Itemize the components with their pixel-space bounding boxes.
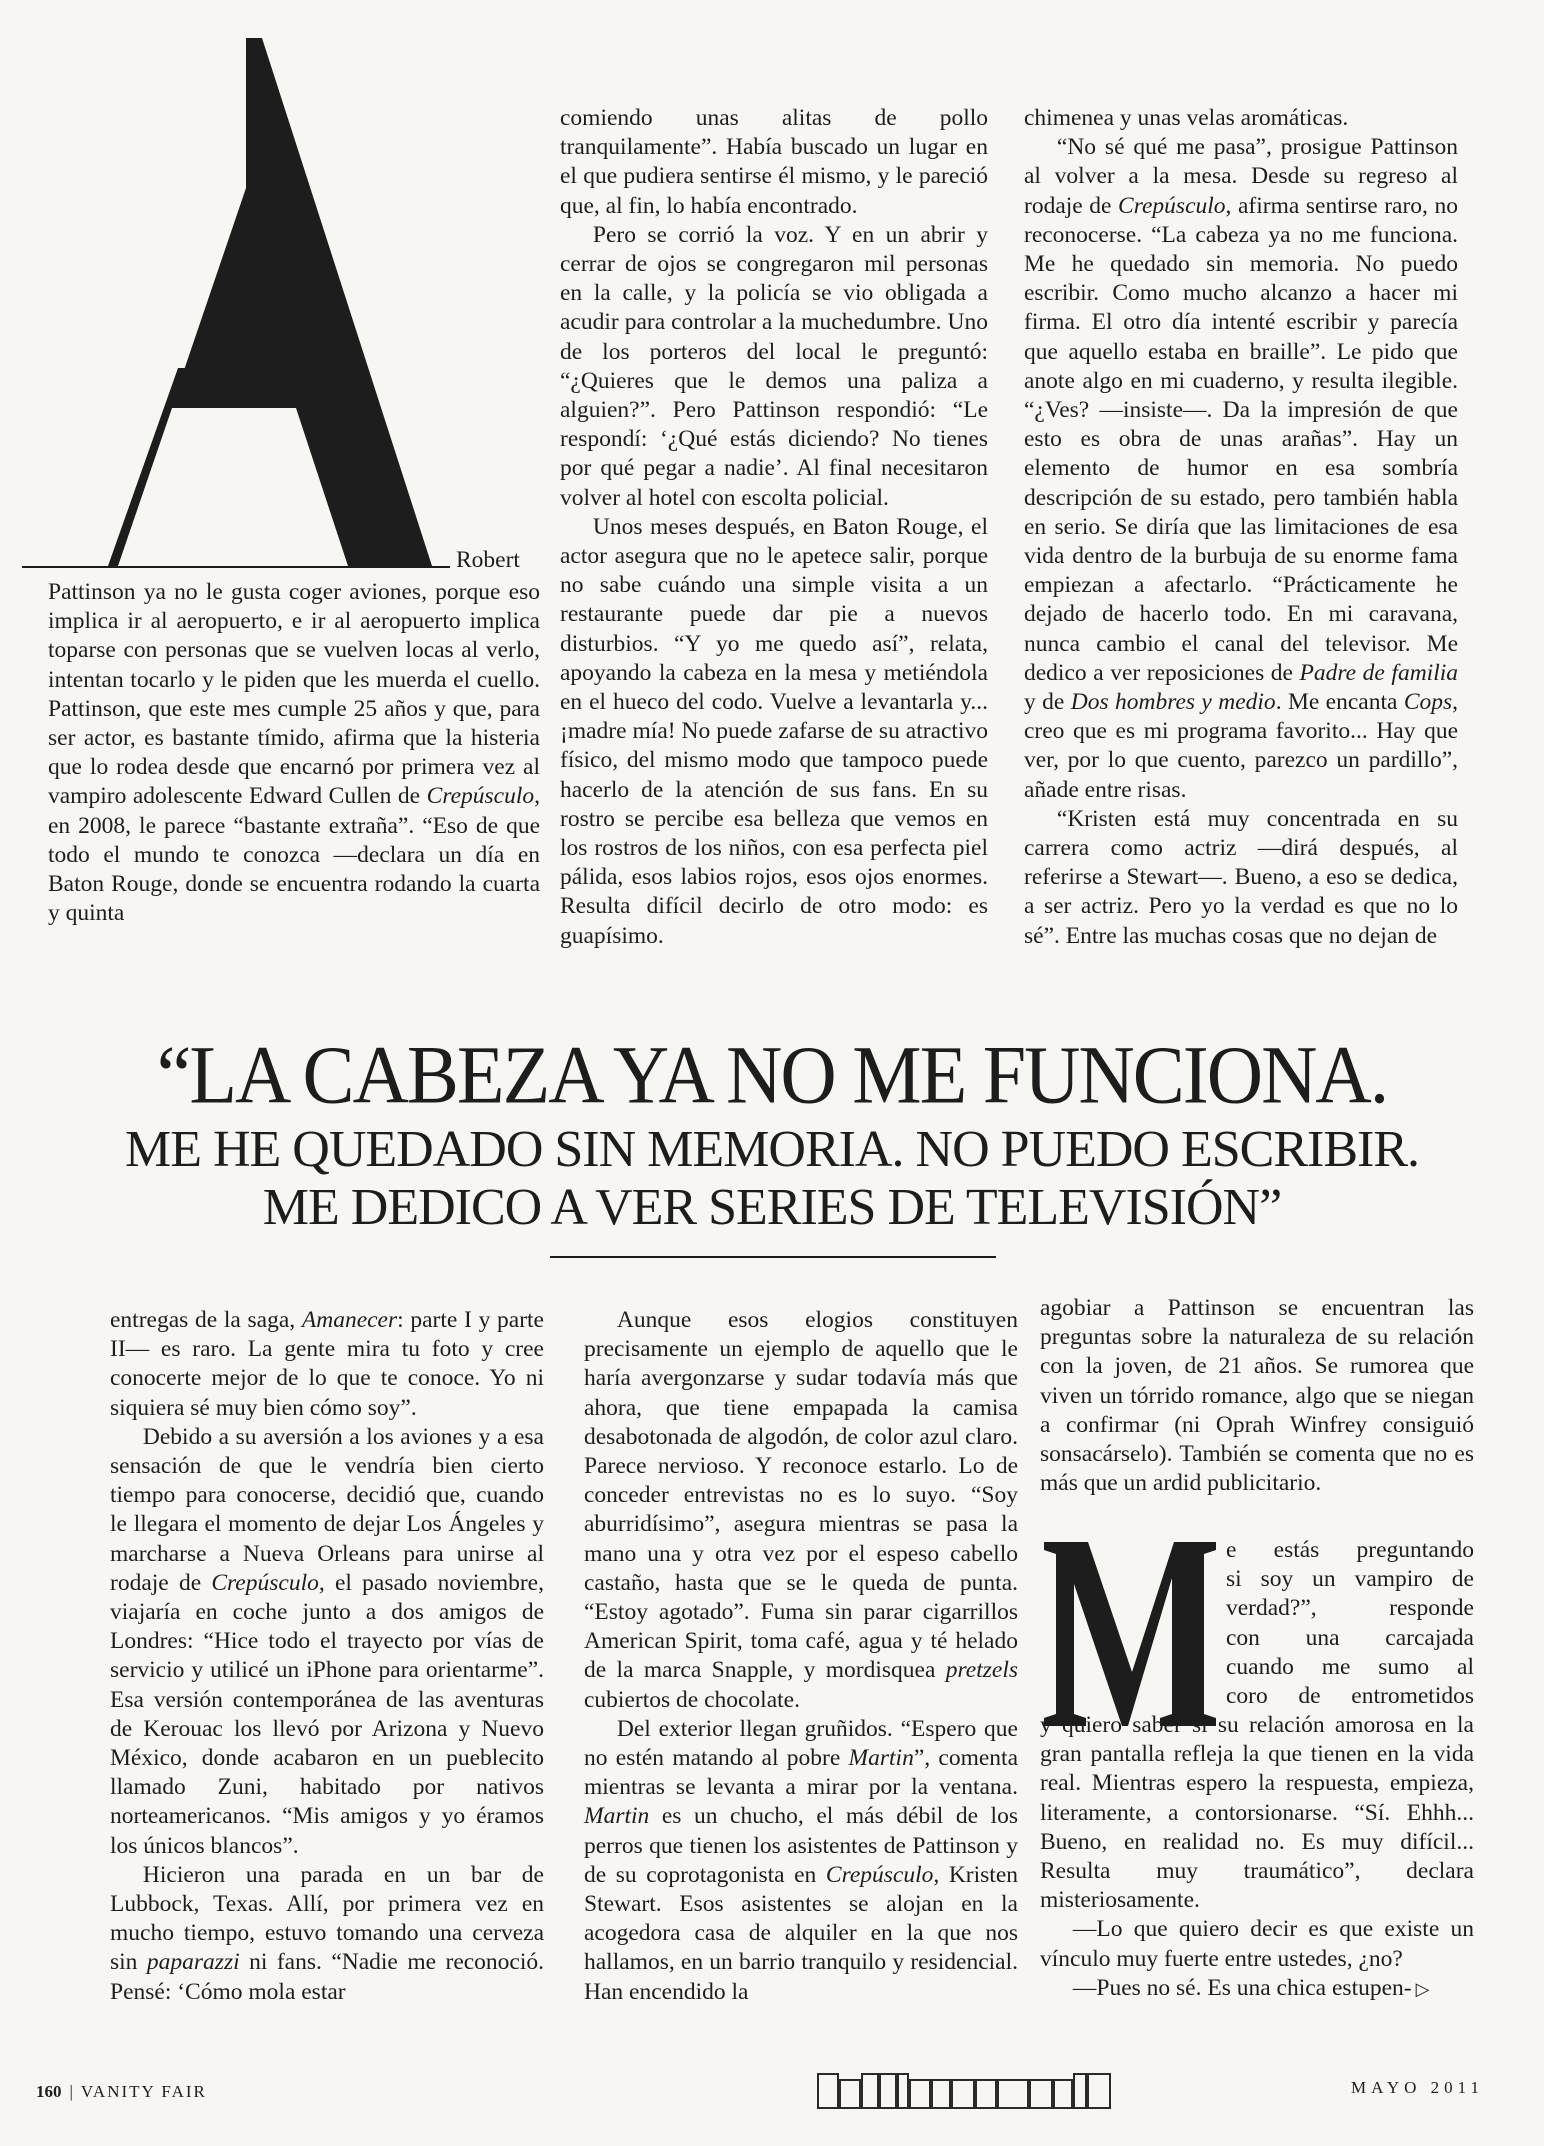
col6-paragraph-3: —Lo que quiero decir es que existe un vínculo muy fuerte entre ustedes, ¿no? [1040, 1916, 1474, 1972]
drop-cap-m-text [1226, 1536, 1474, 1711]
m-line-3: verdad?”, responde [1226, 1595, 1474, 1622]
column-2 [560, 104, 988, 951]
column-6 [1040, 1294, 1474, 1498]
magazine-name: | VANITY FAIR [69, 2082, 207, 2101]
drop-cap-a [22, 38, 442, 568]
drop-cap-m-glyph [1040, 1532, 1220, 1732]
col5-paragraph-1: Aunque esos elogios constituyen precisamente un ejemplo de aquello que le haría avergonzarse y sudar todavía más que ahora, que tiene empapada la camisa desabotonada de algodón, de color azul claro. Parece nervioso. Y reconoce estarlo. Lo de conceder entrevistas no es lo suyo. “Soy aburridísimo”, asegura mientras se pasa la mano una y otra vez por el espeso cabello castaño, hasta que se le queda de punta. “Estoy agotado”. Fuma sin parar cigarrillos American Spirit, toma café, agua y té helado de la marca Snapple, y mordisquea pretzels cubiertos de chocolate. [584, 1307, 1018, 1713]
column-3 [1024, 104, 1458, 951]
m-line-4: con una carcajada [1226, 1624, 1474, 1651]
page-number: 160 [36, 2082, 62, 2101]
col4-paragraph-3: Hicieron una parada en un bar de Lubbock, Texas. Allí, por primera vez en mucho tiempo, estuvo tomando una cerveza sin paparazzi ni fans. “Nadie me reconoció. Pensé: ‘Cómo mola estar [110, 1861, 545, 2005]
col4-paragraph-1: entregas de la saga, Amanecer: parte I y parte II— es raro. La gente mira tu foto y cree conocerte mejor de lo que te conoce. Yo ni siquiera sé muy bien cómo soy”. [110, 1307, 544, 1421]
m-line-5: cuando me sumo al [1226, 1653, 1474, 1680]
drop-cap-a-glyph [22, 38, 442, 568]
continue-arrow-icon: ▷ [1415, 1978, 1430, 1999]
col6-paragraph-4: —Pues no sé. Es una chica estupen- ▷ [1072, 1974, 1430, 2001]
drop-cap-m [1040, 1532, 1220, 1732]
issue-date: MAYO 2011 [1350, 2078, 1484, 2097]
watermark-glyphs [816, 2068, 1148, 2114]
m-line-1: e estás preguntando [1226, 1537, 1474, 1563]
folio-left [36, 2082, 207, 2102]
col1-paragraph: Pattinson ya no le gusta coger aviones, porque eso implica ir al aeropuerto, e ir al aeropuerto implica toparse con personas que se vuelven locas al verlo, intentan tocarlo y le piden que les muerda el cuello. Pattinson, que este mes cumple 25 años y que, para ser actor, es bastante tímido, afirma que la histeria que lo rodea desde que encarnó por primera vez al vampiro adolescente Edward Cullen de Crepúsculo, en 2008, le parece “bastante extraña”. “Eso de que todo el mundo te conozca —declara un día en Baton Rouge, donde se encuentra rodando la cuarta y quinta [48, 579, 540, 927]
pull-quote-line-3: ME DEDICO A VER SERIES DE TELEVISIÓN” [262, 1179, 1282, 1236]
pull-quote-line-1: “LA CABEZA YA NO ME FUNCIONA. [156, 1028, 1388, 1121]
col3-paragraph-2: “No sé qué me pasa”, prosigue Pattinson al volver a la mesa. Desde su regreso al rodaje de Crepúsculo, afirma sentirse raro, no reconocerse. “La cabeza ya no me funciona. Me he quedado sin memoria. No puedo escribir. Como mucho alcanzo a hacer mi firma. El otro día intenté escribir y parecía que aquello estaba en braille”. Le pido que anote algo en mi cuaderno, y resulta ilegible. “¿Ves? —insiste—. Da la impresión de que esto es obra de unas arañas”. Hay un elemento de humor en esa sombría descripción de su estado, pero también habla en serio. Se diría que las limitaciones de esa vida dentro de la burbuja de su enorme fama empiezan a afectarlo. “Prácticamente he dejado de hacerlo todo. En mi caravana, nunca cambio el canal del televisor. Me dedico a ver reposiciones de Padre de familia y de Dos hombres y medio. Me encanta Cops, creo que es mi programa favorito... Hay que ver, por lo que cuento, parezco un pardillo”, añade entre risas. [1024, 134, 1459, 803]
first-word-robert: Robert [456, 547, 520, 573]
column-5 [584, 1306, 1018, 2007]
drop-cap-rule [22, 566, 450, 568]
col4-paragraph-2: Debido a su aversión a los aviones y a esa sensación de que le vendría bien cierto tiempo para conocerse, decidió que, cuando le llegara el momento de dejar Los Ángeles y marcharse a Nueva Orleans para unirse al rodaje de Crepúsculo, el pasado noviembre, viajaría en coche junto a dos amigos de Londres: “Hice todo el trayecto por vías de servicio y utilicé un iPhone para orientarme”. Esa versión contemporánea de las aventuras de Kerouac los llevó por Arizona y Nuevo México, donde acabaron en un pueblecito llamado Zuni, habitado por nativos norteamericanos. “Mis amigos y yo éramos los únicos blancos”. [110, 1423, 544, 1859]
col3-paragraph-1: chimenea y unas velas aromáticas. [1024, 105, 1349, 131]
pull-quote-line-2: ME HE QUEDADO SIN MEMORIA. NO PUEDO ESCRIBIR. [124, 1121, 1420, 1178]
m-line-2: si soy un vampiro de [1226, 1566, 1474, 1593]
col2-paragraph-3: Unos meses después, en Baton Rouge, el actor asegura que no le apetece salir, porque no sabe cuándo una simple visita a un restaurante puede dar pie a nuevos disturbios. “Y yo me quedo así”, relata, apoyando la cabeza en la mesa y metiéndola en el hueco del codo. Vuelve a levantarla y... ¡madre mía! No puede zafarse de su atractivo físico, del mismo modo que tampoco puede hacerlo de la atención de sus fans. En su rostro se percibe esa belleza que vemos en los rostros de los niños, con esa perfecta piel pálida, esos labios rojos, esos ojos enormes. Resulta difícil decirlo de otro modo: es guapísimo. [560, 513, 988, 949]
column-6-continued [1040, 1711, 1474, 2004]
column-4 [110, 1306, 544, 2007]
m-line-6: coro de entrometidos [1226, 1683, 1474, 1710]
col3-paragraph-3: “Kristen está muy concentrada en su carrera como actriz —dirá después, al referirse a Stewart—. Bueno, a eso se dedica, a ser actriz. Pero yo la verdad es que no lo sé”. Entre las muchas cosas que no dejan de [1024, 805, 1458, 949]
pull-quote-rule [550, 1256, 996, 1258]
col5-paragraph-2: Del exterior llegan gruñidos. “Espero que no estén matando al pobre Martin”, comenta mientras se levanta a mirar por la ventana. Martin es un chucho, el más débil de los perros que tienen los asistentes de Pattinson y de su coprotagonista en Crepúsculo, Kristen Stewart. Esos asistentes se alojan en la acogedora casa de alquiler en la que nos hallamos, en un barrio tranquilo y residencial. Han encendido la [584, 1715, 1019, 2005]
col2-paragraph-1: comiendo unas alitas de pollo tranquilamente”. Había buscado un lugar en el que pudiera sentirse él mismo, y le pareció que, al fin, lo había encontrado. [560, 105, 988, 219]
watermark-logo [816, 2068, 1148, 2114]
col6-paragraph-1: agobiar a Pattinson se encuentran las preguntas sobre la naturaleza de su relación con la joven, de 21 años. Se rumorea que viven un tórrido romance, algo que se niegan a confirmar (ni Oprah Winfrey consiguió sonsacárselo). También se comenta que no es más que un ardid publicitario. [1040, 1295, 1474, 1497]
col2-paragraph-2: Pero se corrió la voz. Y en un abrir y cerrar de ojos se congregaron mil personas en la calle, y la policía se vio obligada a acudir para controlar a la muchedumbre. Uno de los porteros del local le preguntó: “¿Quieres que le demos una paliza a alguien?”. Pero Pattinson respondió: “Le respondí: ‘¿Qué estás diciendo? No tienes por qué pegar a nadie’. Al final necesitaron volver al hotel con escolta policial. [560, 221, 988, 511]
col6-paragraph-2: y quiero saber si su relación amorosa en la gran pantalla refleja la que tienen en la vida real. Mientras espero la respuesta, empieza, literamente, a contorsionarse. “Sí. Ehhh... Bueno, en realidad no. Es muy difícil... Resulta muy traumático”, declara misteriosamente. [1040, 1712, 1474, 1914]
column-1 [48, 578, 540, 928]
